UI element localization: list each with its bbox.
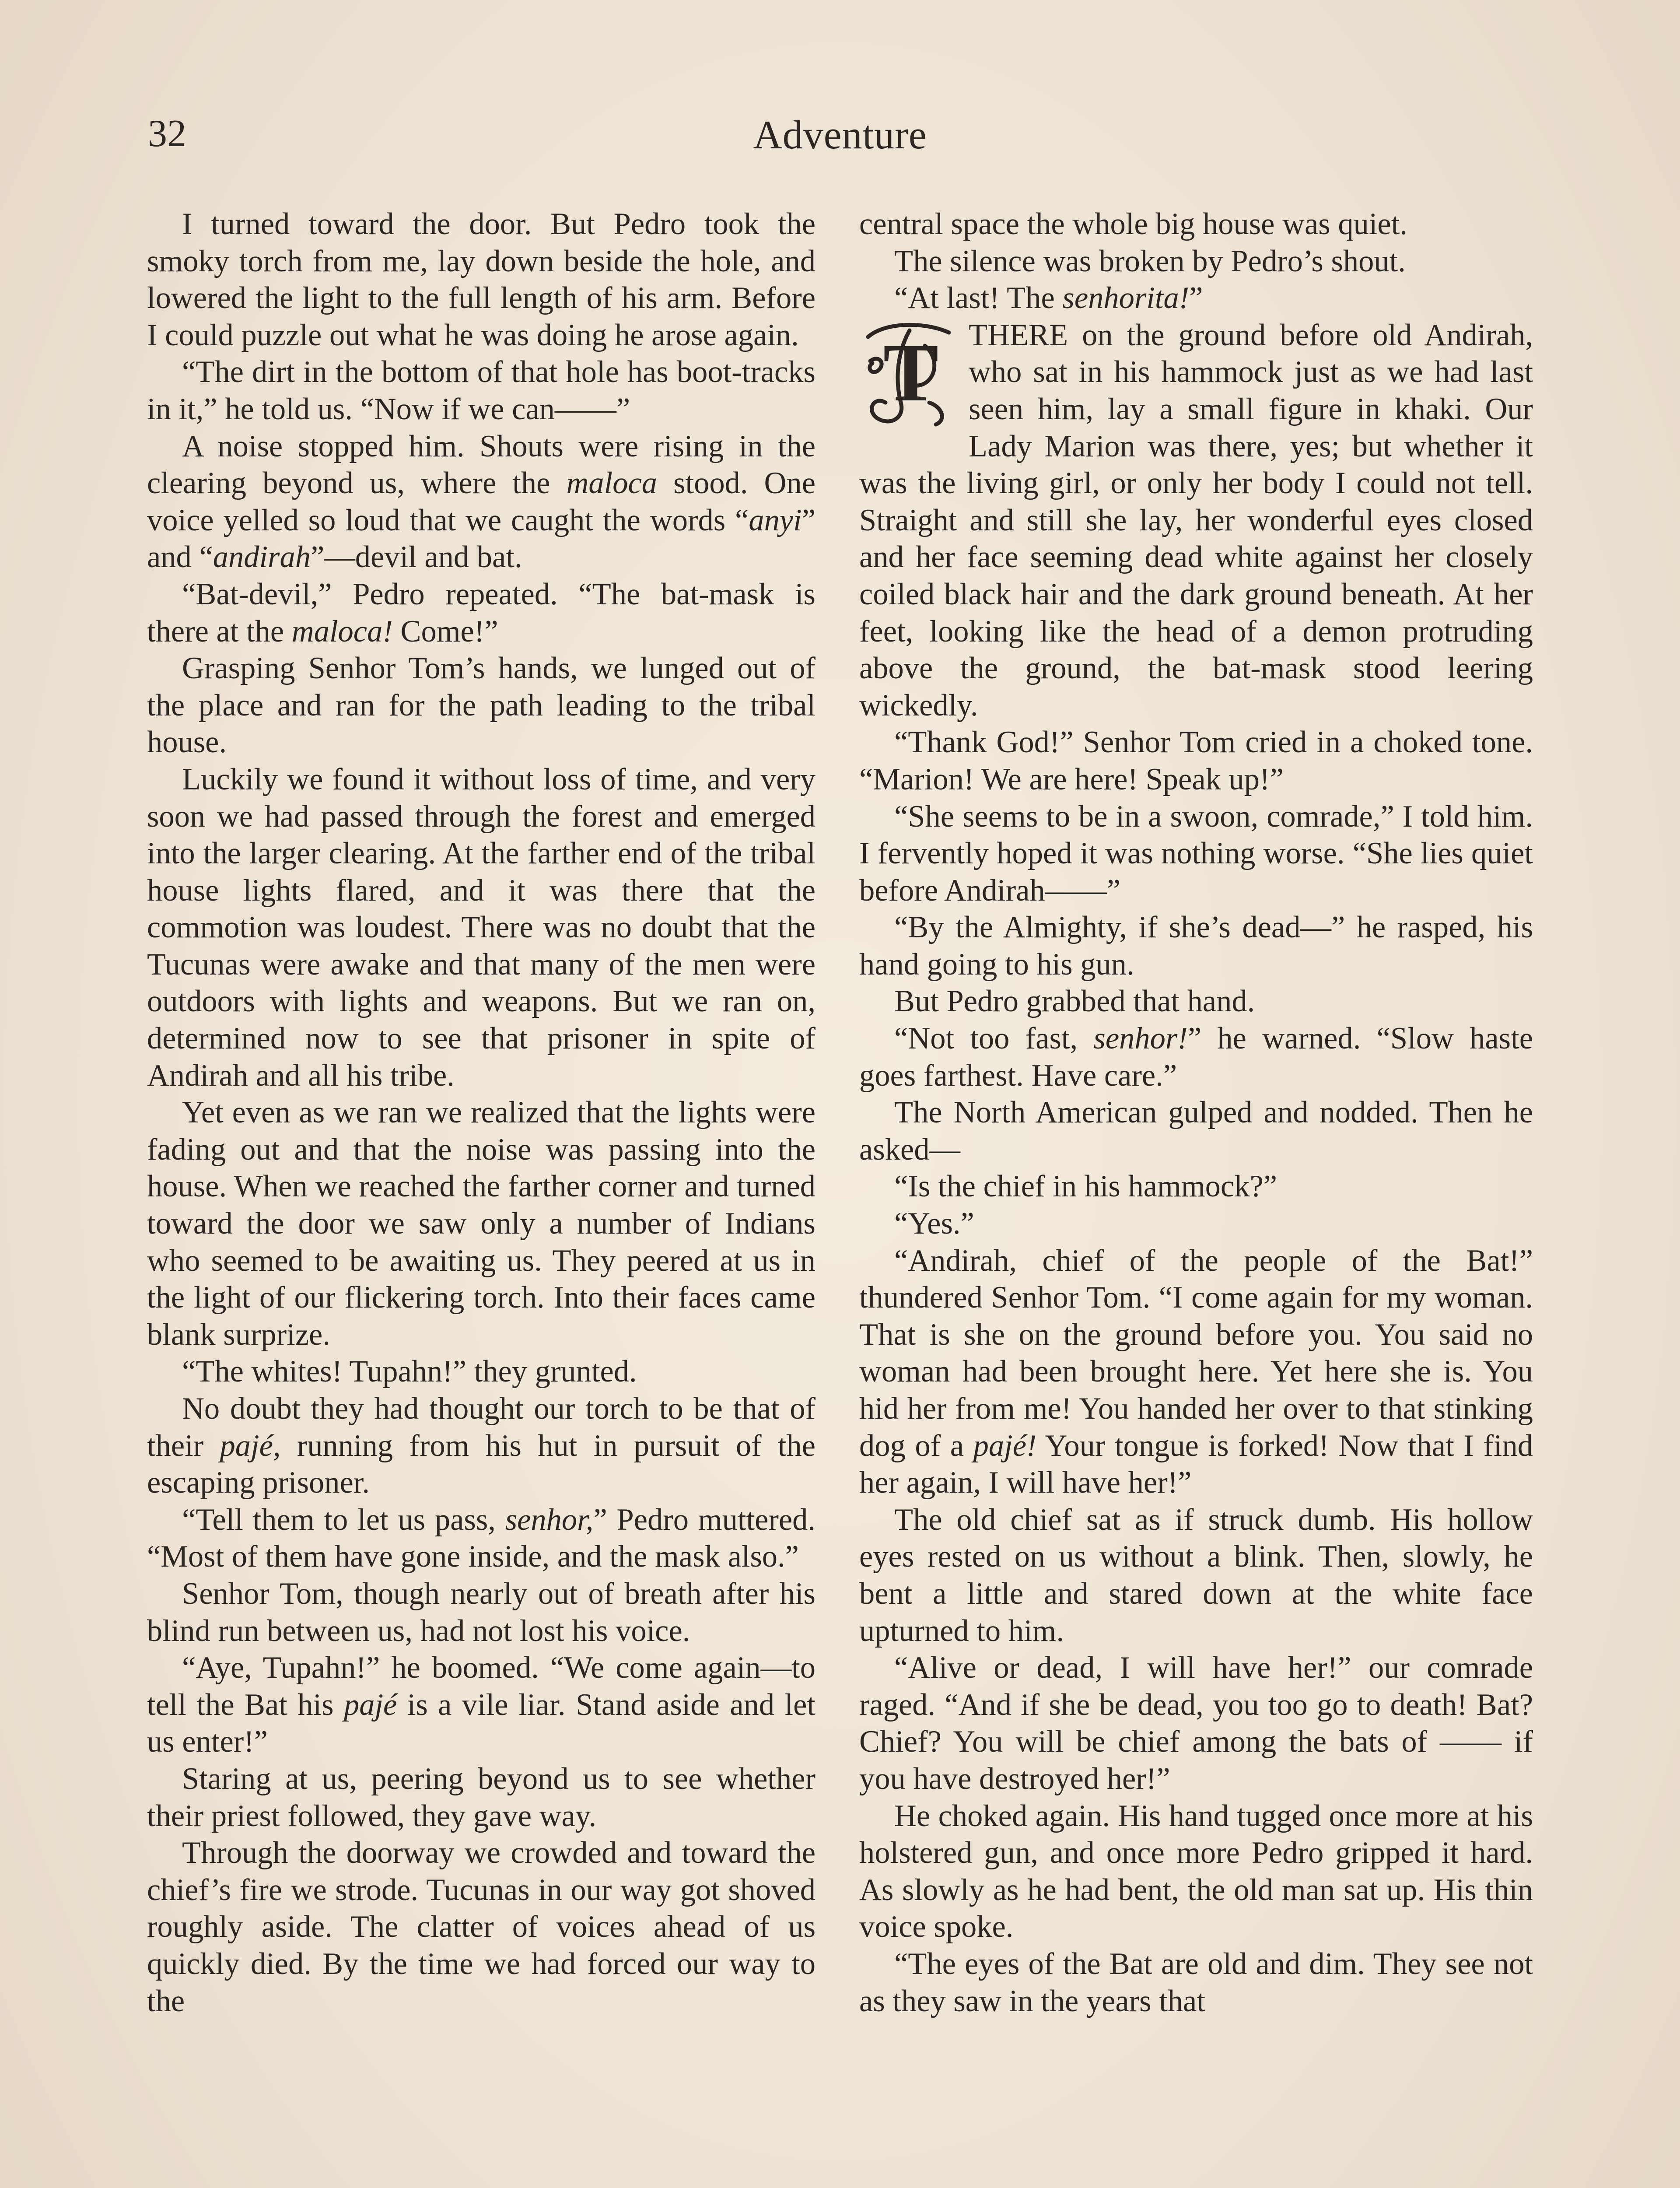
text-run: The silence was broken by Pedro’s shout. [894, 244, 1406, 278]
italic-text: senhor! [1093, 1021, 1188, 1056]
italic-text: senhorita! [1062, 281, 1190, 316]
paragraph [147, 761, 816, 1094]
paragraph [859, 1094, 1533, 1168]
paragraph [147, 1649, 816, 1760]
paragraph [859, 280, 1533, 317]
paragraph [859, 724, 1533, 798]
paragraph [147, 576, 816, 650]
italic-text: andirah [213, 540, 311, 575]
right-text-column [859, 206, 1533, 2020]
italic-text: anyi [749, 503, 802, 537]
paragraph [147, 206, 816, 354]
text-run: “Not too fast, [894, 1021, 1094, 1056]
paragraph [147, 428, 816, 576]
text-run: “Thank God!” Senhor Tom cried in a choked tone. “Marion! We are here! Speak up!” [859, 725, 1533, 796]
text-run: ” Pedro muttered. “Most of them have gone inside, and the mask also.” [147, 1502, 816, 1574]
paragraph [147, 1353, 816, 1390]
text-run: Senhor Tom, though nearly out of breath after his blind run between us, had not lost his voice. [147, 1576, 816, 1648]
paragraph [859, 983, 1533, 1020]
text-run: I turned toward the door. But Pedro took the smoky torch from me, lay down beside the hole, and lowered the light to the full length of his arm. Before I could puzzle out what he was doing he arose again. [147, 207, 816, 352]
text-run: ” and “ [147, 503, 816, 575]
running-title: Adventure [753, 112, 927, 157]
paragraph [859, 1168, 1533, 1205]
italic-text: senhor, [505, 1502, 594, 1537]
text-run: A noise stopped him. Shouts were rising in the clearing beyond us, where the [147, 429, 816, 501]
text-run: Staring at us, peering beyond us to see whether their priest followed, they gave way. [147, 1761, 816, 1833]
text-run: He choked again. His hand tugged once more at his holstered gun, and once more Pedro gripped it hard. As slowly as he had bent, the old man sat up. His thin voice spoke. [859, 1799, 1533, 1944]
text-run: THERE on the ground before old Andirah, who sat in his hammock just as we had last seen him, lay a small figure in khaki. Our Lady Marion was there, yes; but whether it was the living girl, or only her body I could not tell. Straight and still she lay, her wonderful eyes closed and her face seeming dead white against her closely coiled black hair and the dark ground beneath. At her feet, looking like the head of a demon protruding above the ground, the bat-mask stood leering wickedly. [859, 318, 1533, 722]
text-run: No doubt they had thought our torch to be that of their [147, 1392, 816, 1463]
text-run: central space the whole big house was quiet. [859, 207, 1407, 241]
text-run: Come!” [392, 614, 498, 649]
text-run: stood. One voice yelled so loud that we caught the words “ [147, 466, 816, 537]
paragraph [147, 354, 816, 428]
text-run: “Alive or dead, I will have her!” our comrade raged. “And if she be dead, you too go to death! Bat? Chief? You will be chief among the bats of —— if you have destroyed her!” [859, 1651, 1533, 1796]
italic-text: pajé, [220, 1428, 281, 1463]
paragraph [859, 206, 1533, 243]
italic-text: pajé! [973, 1428, 1037, 1463]
paragraph [859, 1798, 1533, 1946]
text-run: “At last! The [894, 281, 1063, 316]
paragraph [859, 317, 1533, 724]
paragraph [859, 1649, 1533, 1797]
paragraph [859, 1501, 1533, 1649]
text-run: The old chief sat as if struck dumb. His hollow eyes rested on us without a blink. Then, slowly, he bent a little and stared down at the white face upturned to him. [859, 1502, 1533, 1648]
page-number: 32 [148, 112, 186, 155]
svg-text:T: T [883, 326, 939, 419]
paragraph [859, 1020, 1533, 1094]
paragraph [859, 1242, 1533, 1501]
text-run: “Bat-devil,” Pedro repeated. “The bat-mask is there at the [147, 577, 816, 649]
text-run: “Aye, Tupahn!” he boomed. “We come again—to tell the Bat his [147, 1651, 816, 1722]
text-run: is a vile liar. Stand aside and let us enter!” [147, 1687, 816, 1759]
paragraph [859, 243, 1533, 280]
italic-text: maloca! [291, 614, 393, 649]
text-run: Grasping Senhor Tom’s hands, we lunged out of the place and ran for the path leading to the tribal house. [147, 651, 816, 760]
text-run: “The whites! Tupahn!” they grunted. [182, 1354, 637, 1389]
text-run: “The dirt in the bottom of that hole has boot-tracks in it,” he told us. “Now if we can——” [147, 355, 816, 426]
paragraph [147, 1834, 816, 2020]
paragraph [147, 1501, 816, 1575]
text-run: “Is the chief in his hammock?” [894, 1169, 1278, 1204]
paragraph [147, 1094, 816, 1353]
text-run: “By the Almighty, if she’s dead—” he rasped, his hand going to his gun. [859, 910, 1533, 982]
text-run: “Yes.” [894, 1206, 974, 1241]
paragraph [147, 1575, 816, 1649]
text-run: Your tongue is forked! Now that I find her again, I will have her!” [859, 1428, 1533, 1500]
text-run: “She seems to be in a swoon, comrade,” I told him. I fervently hoped it was nothing worse. “She lies quiet before Andirah——” [859, 799, 1533, 908]
text-run: Yet even as we ran we realized that the lights were fading out and that the noise was passing into the house. When we reached the farther corner and turned toward the door we saw only a number of Indians who seemed to be awaiting us. They peered at us in the light of our flickering torch. Into their faces came blank surprize. [147, 1095, 816, 1352]
italic-text: pajé [343, 1687, 397, 1722]
italic-text: maloca [566, 466, 658, 501]
text-run: ”—devil and bat. [311, 540, 522, 575]
text-run: “Andirah, chief of the people of the Bat!” thundered Senhor Tom. “I come again for my woman. That is she on the ground before you. You said no woman had been brought here. Yet here she is. You hid her from me! You handed her over to that stinking dog of a [859, 1243, 1533, 1463]
paragraph [147, 1390, 816, 1501]
paragraph [147, 650, 816, 761]
text-run: Through the doorway we crowded and toward the chief’s fire we strode. Tucunas in our way got shoved roughly aside. The clatter of voices ahead of us quickly died. By the time we had forced our way to the [147, 1836, 816, 2018]
paragraph [859, 909, 1533, 983]
text-run: The North American gulped and nodded. Then he asked— [859, 1095, 1533, 1167]
paragraph [859, 1205, 1533, 1242]
paragraph [859, 798, 1533, 909]
left-text-column [147, 206, 816, 2020]
text-run: But Pedro grabbed that hand. [894, 984, 1255, 1019]
text-run: ” he warned. “Slow haste goes farthest. Have care.” [859, 1021, 1533, 1093]
text-run: Luckily we found it without loss of time, and very soon we had passed through the forest and emerged into the larger clearing. At the farther end of the tribal house lights flared, and it was there that the commotion was loudest. There was no doubt that the Tucunas were awake and that many of the men were outdoors with lights and weapons. But we ran on, determined now to see that prisoner in spite of Andirah and all his tribe. [147, 762, 816, 1093]
text-run: ” [1189, 281, 1203, 316]
paragraph [859, 1946, 1533, 2020]
text-run: running from his hut in pursuit of the escaping prisoner. [147, 1428, 816, 1500]
paragraph [147, 1760, 816, 1834]
text-run: “Tell them to let us pass, [182, 1502, 505, 1537]
ornamental-drop-cap-t [859, 319, 960, 431]
text-run: “The eyes of the Bat are old and dim. They see not as they saw in the years that [859, 1946, 1533, 2018]
